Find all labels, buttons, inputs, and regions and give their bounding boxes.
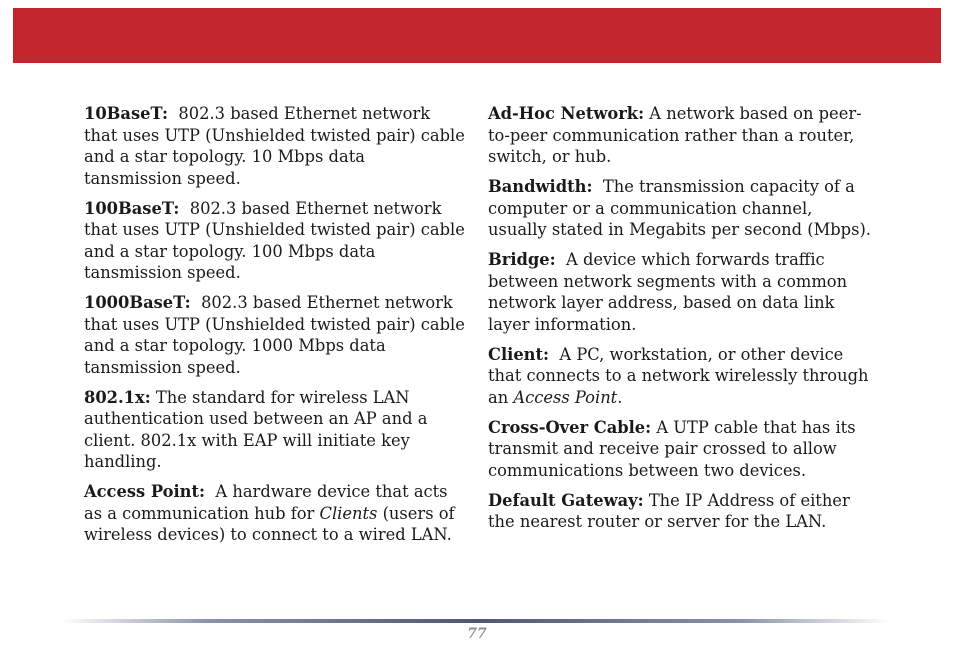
- page-number: 77: [467, 626, 487, 642]
- glossary-term: Default Gateway:: [488, 490, 644, 510]
- glossary-definition-italic: Access Point: [513, 387, 618, 407]
- glossary-term: Client:: [488, 344, 550, 364]
- glossary-term: 100BaseT:: [84, 198, 180, 218]
- glossary-term: Bridge:: [488, 250, 556, 269]
- glossary-term: 802.1x:: [84, 387, 151, 407]
- glossary-definition: 802.3 based Ethernet network that uses UTP (Unshielded twisted pair) cable and a star topology. 100 Mbps data tansmission speed.: [84, 198, 465, 282]
- glossary-entry-10baset: [84, 103, 468, 189]
- glossary-entry-bridge: [488, 249, 872, 335]
- glossary-term: Access Point:: [84, 482, 206, 501]
- glossary-definition-part: A hardware device that acts as a communication hub for: [84, 482, 448, 523]
- glossary-term: 10BaseT:: [84, 104, 169, 123]
- glossary-column-right: [488, 103, 872, 541]
- glossary-definition-part: .: [617, 387, 623, 407]
- glossary-definition: A UTP cable that has its transmit and receive pair crossed to allow communications between two devices.: [488, 417, 856, 480]
- glossary-definition: A device which forwards traffic between network segments with a common network layer address, based on data link layer information.: [488, 250, 848, 334]
- glossary-term: Bandwidth:: [488, 177, 593, 196]
- footer-divider: [60, 619, 890, 623]
- glossary-definition: A network based on peer-to-peer communication rather than a router, switch, or hub.: [488, 104, 862, 166]
- glossary-term: Ad-Hoc Network:: [488, 104, 645, 123]
- glossary-definition: 802.3 based Ethernet network that uses UTP (Unshielded twisted pair) cable and a star topology. 10 Mbps data tansmission speed.: [84, 104, 465, 188]
- glossary-definition-italic: Clients: [319, 503, 378, 523]
- glossary-column-left: [84, 103, 468, 554]
- glossary-entry-access-point: [84, 481, 468, 546]
- glossary-definition: The standard for wireless LAN authentication used between an AP and a client. 802.1x with EAP will initiate key handling.: [84, 387, 428, 471]
- glossary-entry-100baset: [84, 198, 468, 284]
- glossary-definition: The transmission capacity of a computer or a communication channel, usually stated in Megabits per second (Mbps).: [488, 177, 871, 239]
- glossary-definition-part: A PC, workstation, or other device that connects to a network wirelessly through an: [488, 344, 869, 407]
- glossary-entry-1000baset: [84, 292, 468, 378]
- glossary-definition: The IP Address of either the nearest router or server for the LAN.: [488, 490, 850, 531]
- header-band: [13, 8, 941, 63]
- glossary-definition: 802.3 based Ethernet network that uses UTP (Unshielded twisted pair) cable and a star topology. 1000 Mbps data tansmission speed.: [84, 293, 465, 377]
- glossary-term: 1000BaseT:: [84, 293, 191, 312]
- glossary-term: Cross-Over Cable:: [488, 417, 652, 437]
- glossary-entry-bandwidth: [488, 176, 872, 241]
- glossary-entry-cross-over-cable: [488, 417, 872, 482]
- glossary-entry-default-gateway: [488, 490, 872, 533]
- glossary-entry-802-1x: [84, 387, 468, 473]
- glossary-entry-client: [488, 344, 872, 409]
- glossary-entry-ad-hoc-network: [488, 103, 872, 168]
- glossary-definition-part: (users of wireless devices) to connect to a wired LAN.: [84, 503, 455, 544]
